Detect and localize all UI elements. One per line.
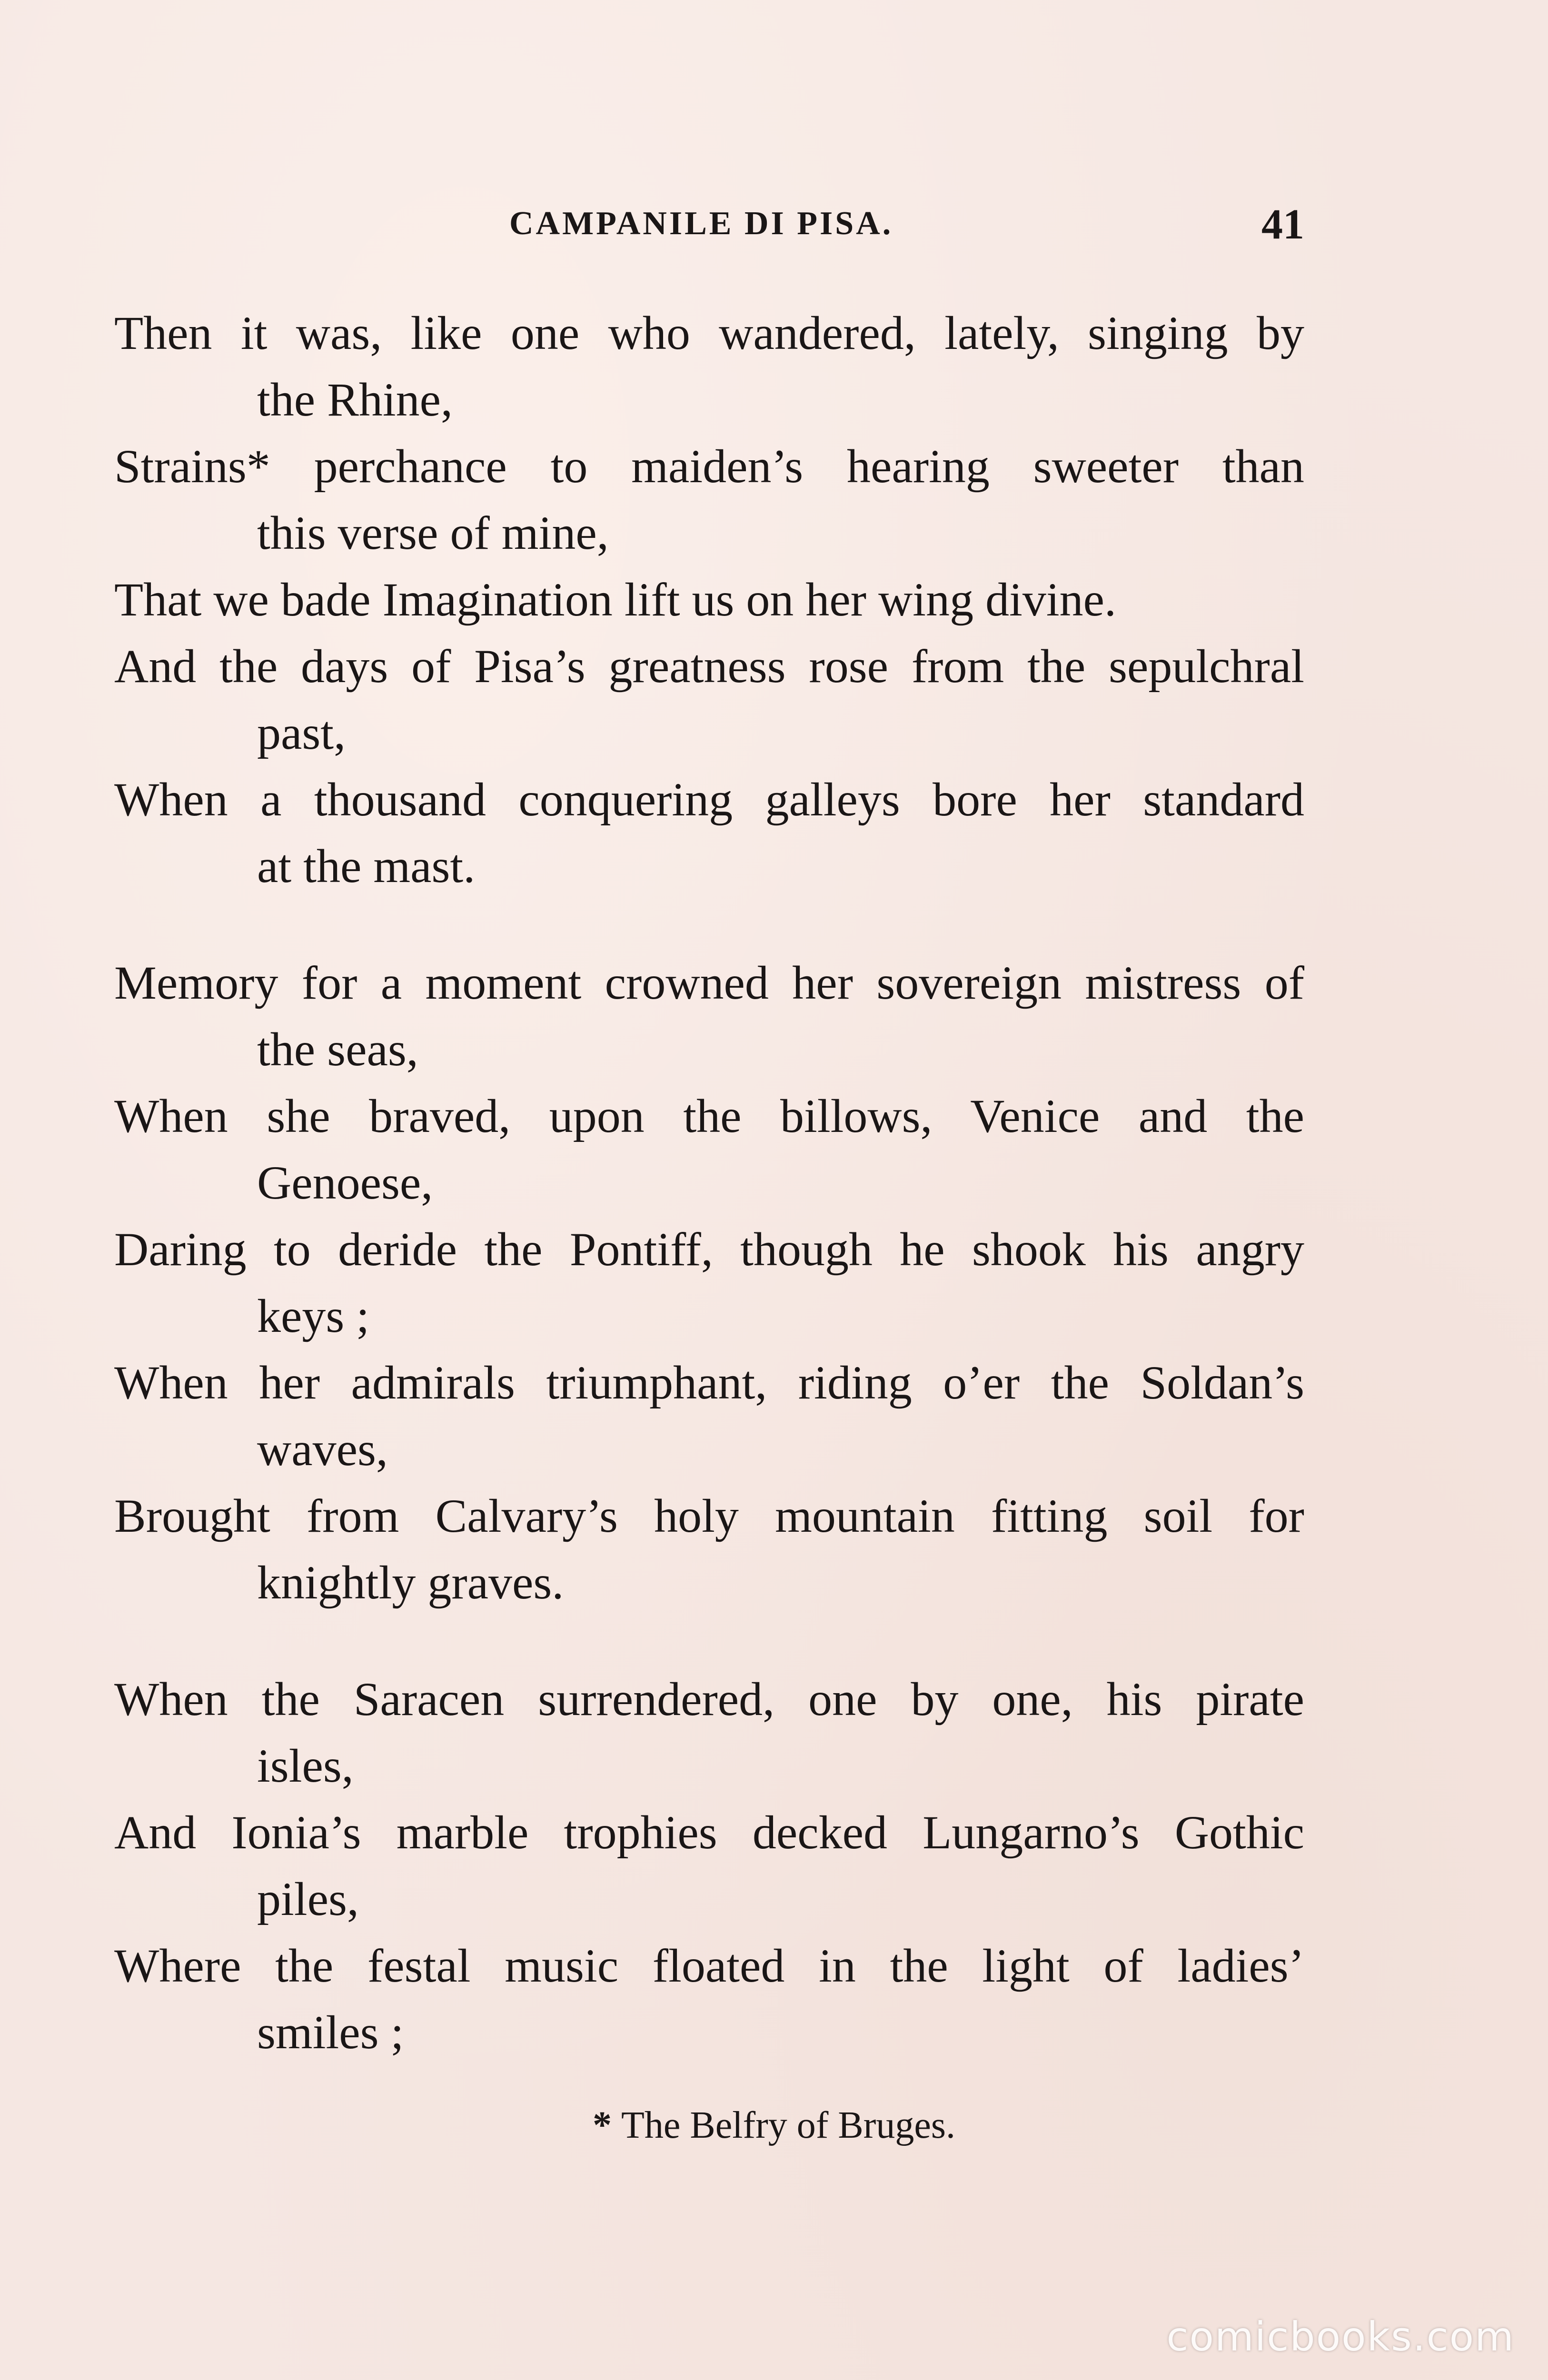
- verse-continuation: keys ;: [257, 1289, 370, 1342]
- watermark: comicbooks.com: [1166, 2313, 1515, 2360]
- verse-line: Memory for a moment crowned her sovereign mistress of: [114, 956, 1304, 1009]
- verse: [114, 433, 1304, 566]
- verse: [114, 1349, 1304, 1483]
- verse: [114, 1933, 1304, 2066]
- verse-line: Then it was, like one who wandered, lately, singing by: [114, 307, 1304, 359]
- verse-line: Daring to deride the Pontiff, though he shook his angry: [114, 1223, 1304, 1276]
- verse: [114, 300, 1304, 433]
- footnote-mark: *: [592, 2104, 612, 2146]
- verse-line: And Ionia’s marble trophies decked Lungarno’s Gothic: [114, 1806, 1304, 1859]
- verse-continuation: the seas,: [257, 1023, 418, 1076]
- verse: [114, 1483, 1304, 1616]
- verse-line: When she braved, upon the billows, Venice and the: [114, 1090, 1304, 1142]
- running-title: CAMPANILE DI PISA.: [509, 205, 893, 242]
- verse-continuation: piles,: [257, 1873, 359, 1925]
- running-head: [114, 201, 1304, 262]
- footnote: [0, 2104, 1548, 2147]
- verse-continuation: the Rhine,: [257, 373, 453, 426]
- verse-continuation: waves,: [257, 1423, 388, 1476]
- verse-line: Brought from Calvary’s holy mountain fitting soil for: [114, 1489, 1304, 1542]
- verse-continuation: this verse of mine,: [257, 506, 609, 559]
- page-number: 41: [1261, 201, 1304, 248]
- stanza: [114, 950, 1304, 1616]
- stanza: [114, 300, 1304, 900]
- verse-line: Where the festal music floated in the light of ladies’: [114, 1939, 1304, 1992]
- verse-line: When a thousand conquering galleys bore her standard: [114, 773, 1304, 826]
- stanza: [114, 1666, 1304, 2066]
- verse: [114, 1799, 1304, 1933]
- verse-continuation: Genoese,: [257, 1156, 433, 1209]
- verse: [114, 1666, 1304, 1799]
- verse-line: When her admirals triumphant, riding o’er the Soldan’s: [114, 1356, 1304, 1409]
- verse-line: That we bade Imagination lift us on her wing divine.: [114, 573, 1117, 626]
- verse: [114, 633, 1304, 766]
- footnote-text: The Belfry of Bruges.: [621, 2104, 956, 2146]
- verse: [114, 766, 1304, 900]
- verse: [114, 566, 1304, 633]
- verse-continuation: knightly graves.: [257, 1556, 564, 1609]
- verse-continuation: smiles ;: [257, 2006, 404, 2059]
- verse-line: And the days of Pisa’s greatness rose from the sepulchral: [114, 640, 1304, 693]
- verse: [114, 950, 1304, 1083]
- verse: [114, 1216, 1304, 1349]
- verse-continuation: past,: [257, 706, 346, 759]
- verse-line: When the Saracen surrendered, one by one, his pirate: [114, 1673, 1304, 1726]
- verse-line: Strains* perchance to maiden’s hearing sweeter than: [114, 440, 1304, 493]
- verse-continuation: isles,: [257, 1739, 354, 1792]
- verse-continuation: at the mast.: [257, 840, 476, 892]
- poem-body: [114, 300, 1304, 2066]
- verse: [114, 1083, 1304, 1216]
